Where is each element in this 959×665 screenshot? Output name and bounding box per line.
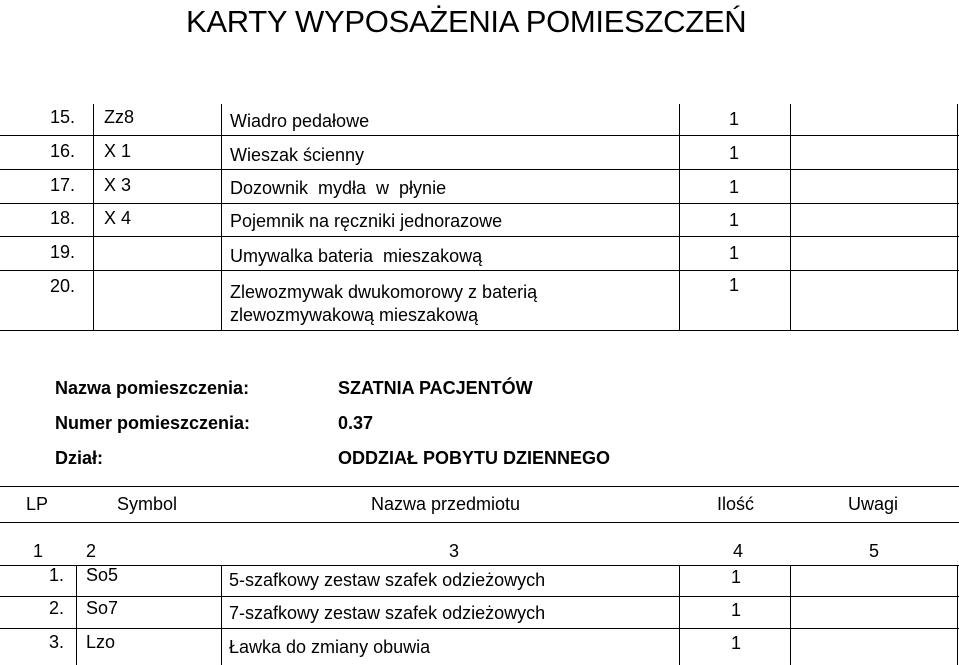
row-name: 7-szafkowy zestaw szafek odzieżowych: [229, 603, 546, 623]
row-qty: 1: [731, 633, 742, 653]
row-lp: 18.: [50, 208, 76, 228]
room-name-label: Nazwa pomieszczenia:: [55, 378, 250, 398]
row-name: Zlewozmywak dwukomorowy z baterią: [230, 282, 538, 302]
row-lp: 2.: [49, 598, 65, 618]
column-divider: [221, 104, 222, 330]
row-name: Ławka do zmiany obuwia: [229, 637, 431, 657]
column-number: 3: [449, 541, 460, 561]
column-divider: [790, 104, 791, 330]
row-divider: [0, 596, 959, 597]
row-symbol: Zz8: [104, 107, 135, 127]
row-symbol: So5: [86, 565, 119, 585]
column-divider: [93, 104, 94, 330]
row-name: Umywalka bateria mieszakową: [230, 246, 483, 266]
header-notes: Uwagi: [848, 494, 899, 514]
row-divider: [0, 565, 959, 566]
column-divider: [76, 565, 77, 665]
row-qty: 1: [729, 143, 740, 163]
row-name: Wiadro pedałowe: [230, 111, 370, 131]
row-divider: [0, 135, 959, 136]
column-divider: [221, 565, 222, 665]
row-lp: 19.: [50, 242, 76, 262]
row-divider: [0, 628, 959, 629]
row-qty: 1: [729, 275, 740, 295]
row-name-continued: zlewozmywakową mieszakową: [230, 305, 479, 325]
row-symbol: So7: [86, 598, 119, 618]
row-symbol: X 3: [104, 175, 132, 195]
column-divider: [679, 565, 680, 665]
row-qty: 1: [729, 109, 740, 129]
row-lp: 3.: [49, 632, 65, 652]
column-number: 4: [733, 541, 744, 561]
column-divider: [679, 104, 680, 330]
header-symbol: Symbol: [117, 494, 178, 514]
column-number: 2: [86, 541, 97, 561]
row-qty: 1: [729, 243, 740, 263]
row-divider: [0, 522, 959, 523]
row-qty: 1: [729, 177, 740, 197]
room-number-label: Numer pomieszczenia:: [55, 413, 251, 433]
row-symbol: Lzo: [86, 632, 116, 652]
header-lp: LP: [26, 494, 49, 514]
room-number-value: 0.37: [338, 413, 374, 433]
row-name: Wieszak ścienny: [230, 145, 365, 165]
row-lp: 1.: [49, 565, 65, 585]
row-lp: 16.: [50, 141, 76, 161]
row-symbol: X 1: [104, 141, 132, 161]
row-divider: [0, 203, 959, 204]
row-qty: 1: [729, 210, 740, 230]
page-title: KARTY WYPOSAŻENIA POMIESZCZEŃ: [186, 4, 747, 39]
row-qty: 1: [731, 600, 742, 620]
row-lp: 20.: [50, 276, 76, 296]
row-name: Pojemnik na ręczniki jednorazowe: [230, 211, 503, 231]
row-lp: 17.: [50, 175, 76, 195]
department-value: ODDZIAŁ POBYTU DZIENNEGO: [338, 448, 611, 468]
column-divider: [957, 565, 958, 665]
row-divider: [0, 236, 959, 237]
row-divider: [0, 270, 959, 271]
row-name: 5-szafkowy zestaw szafek odzieżowych: [229, 570, 546, 590]
column-number: 5: [869, 541, 880, 561]
row-symbol: X 4: [104, 208, 132, 228]
row-divider: [0, 486, 959, 487]
department-label: Dział:: [55, 448, 104, 468]
header-item-name: Nazwa przedmiotu: [371, 494, 521, 514]
row-qty: 1: [731, 567, 742, 587]
column-divider: [957, 104, 958, 330]
row-divider: [0, 330, 959, 331]
column-divider: [790, 565, 791, 665]
row-name: Dozownik mydła w płynie: [230, 178, 447, 198]
row-divider: [0, 169, 959, 170]
column-number: 1: [33, 541, 44, 561]
header-quantity: Ilość: [717, 494, 755, 514]
room-name-value: SZATNIA PACJENTÓW: [338, 378, 533, 398]
row-lp: 15.: [50, 107, 76, 127]
